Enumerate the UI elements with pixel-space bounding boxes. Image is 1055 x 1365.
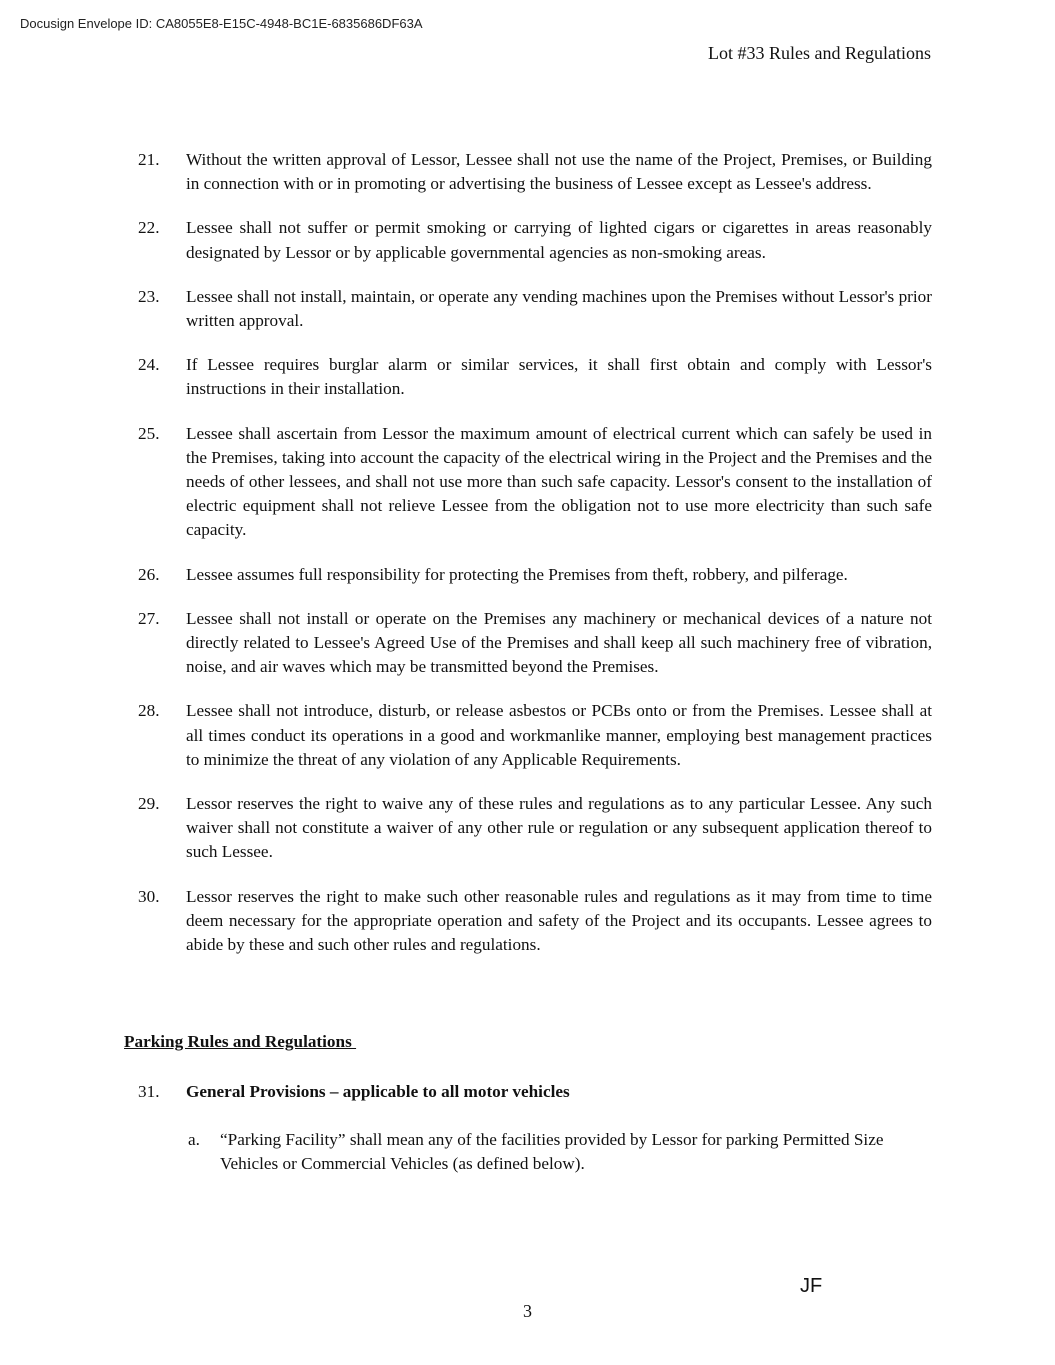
rule-item-21 — [124, 148, 932, 196]
rule-number: 28. — [138, 701, 160, 721]
sub-item-a — [186, 1128, 932, 1176]
sub-item-letter: a. — [188, 1130, 200, 1149]
rule-text: Lessee shall not introduce, disturb, or release asbestos or PCBs onto or from the Premises. Lessee shall at all times conduct its operations in a good and workmanlike manner, employing best management practices to minimize the threat of any violation of any Applicable Requirements. — [186, 701, 932, 769]
rule-title: General Provisions – applicable to all motor vehicles — [186, 1082, 570, 1101]
rule-text: Lessee shall not suffer or permit smoking or carrying of lighted cigars or cigarettes in areas reasonably designated by Lessor or by applicable governmental agencies as non-smoking areas. — [186, 218, 932, 262]
page-number: 3 — [523, 1301, 532, 1321]
sub-item-text: “Parking Facility” shall mean any of the facilities provided by Lessor for parking Permitted Size Vehicles or Commercial Vehicles (as defined below). — [220, 1130, 884, 1174]
rule-text: Lessee shall ascertain from Lessor the maximum amount of electrical current which can safely be used in the Premises, taking into account the capacity of the electrical wiring in the Project and the Premises and the needs of other lessees, and shall not use more than such safe capacity. Lessor's consent to the installation of electric equipment shall not relieve Lessee from the obligation not to use more electricity than such safe capacity. — [186, 423, 932, 540]
rule-item-25 — [124, 422, 932, 543]
rule-item-22 — [124, 216, 932, 264]
signer-initials: JF — [800, 1275, 823, 1297]
rule-number: 30. — [138, 886, 160, 906]
rule-number: 31. — [138, 1082, 160, 1101]
rule-item-30 — [124, 885, 932, 958]
rule-number: 22. — [138, 218, 160, 238]
rule-number: 25. — [138, 423, 160, 443]
rule-text: Lessor reserves the right to make such other reasonable rules and regulations as it may from time to time deem necessary for the appropriate operation and safety of the Project and its occupants. Lessee agrees to abide by these and such other rules and regulations. — [186, 886, 932, 955]
rule-item-24 — [124, 353, 932, 401]
page-header-title: Lot #33 Rules and Regulations — [708, 43, 931, 63]
rule-item-23 — [124, 285, 932, 333]
rule-text: If Lessee requires burglar alarm or similar services, it shall first obtain and comply with Lessor's instructions in their installation. — [186, 355, 932, 399]
rule-item-29 — [124, 792, 932, 865]
rule-text: Lessee assumes full responsibility for protecting the Premises from theft, robbery, and pilferage. — [186, 564, 848, 584]
rule-item-31 — [124, 1080, 932, 1104]
parking-section-heading: Parking Rules and Regulations — [124, 1032, 357, 1051]
rule-item-27 — [124, 607, 932, 680]
rules-list — [124, 148, 932, 977]
rule-number: 21. — [138, 150, 160, 169]
rule-item-28 — [124, 699, 932, 772]
docusign-envelope-id: Docusign Envelope ID: CA8055E8-E15C-4948-BC1E-6835686DF63A — [20, 16, 423, 31]
rule-item-26 — [124, 563, 932, 587]
rule-number: 29. — [138, 794, 160, 814]
rule-number: 27. — [138, 608, 160, 628]
rule-text: Lessee shall not install, maintain, or operate any vending machines upon the Premises without Lessor's prior written approval. — [186, 286, 932, 331]
rule-text: Without the written approval of Lessor, Lessee shall not use the name of the Project, Premises, or Building in connection with or in promoting or advertising the business of Lessee except as Lessee's address. — [186, 150, 932, 194]
rule-text: Lessor reserves the right to waive any of these rules and regulations as to any particular Lessee. Any such waiver shall not constitute a waiver of any other rule or regulation or any subsequent application thereof to such Lessee. — [186, 794, 932, 862]
rule-text: Lessee shall not install or operate on the Premises any machinery or mechanical devices of a nature not directly related to Lessee's Agreed Use of the Premises and shall keep all such machinery free of vibration, noise, and air waves which may be transmitted beyond the Premises. — [186, 608, 932, 677]
rule-number: 24. — [138, 355, 160, 375]
rule-number: 26. — [138, 564, 160, 584]
rule-number: 23. — [138, 286, 160, 306]
